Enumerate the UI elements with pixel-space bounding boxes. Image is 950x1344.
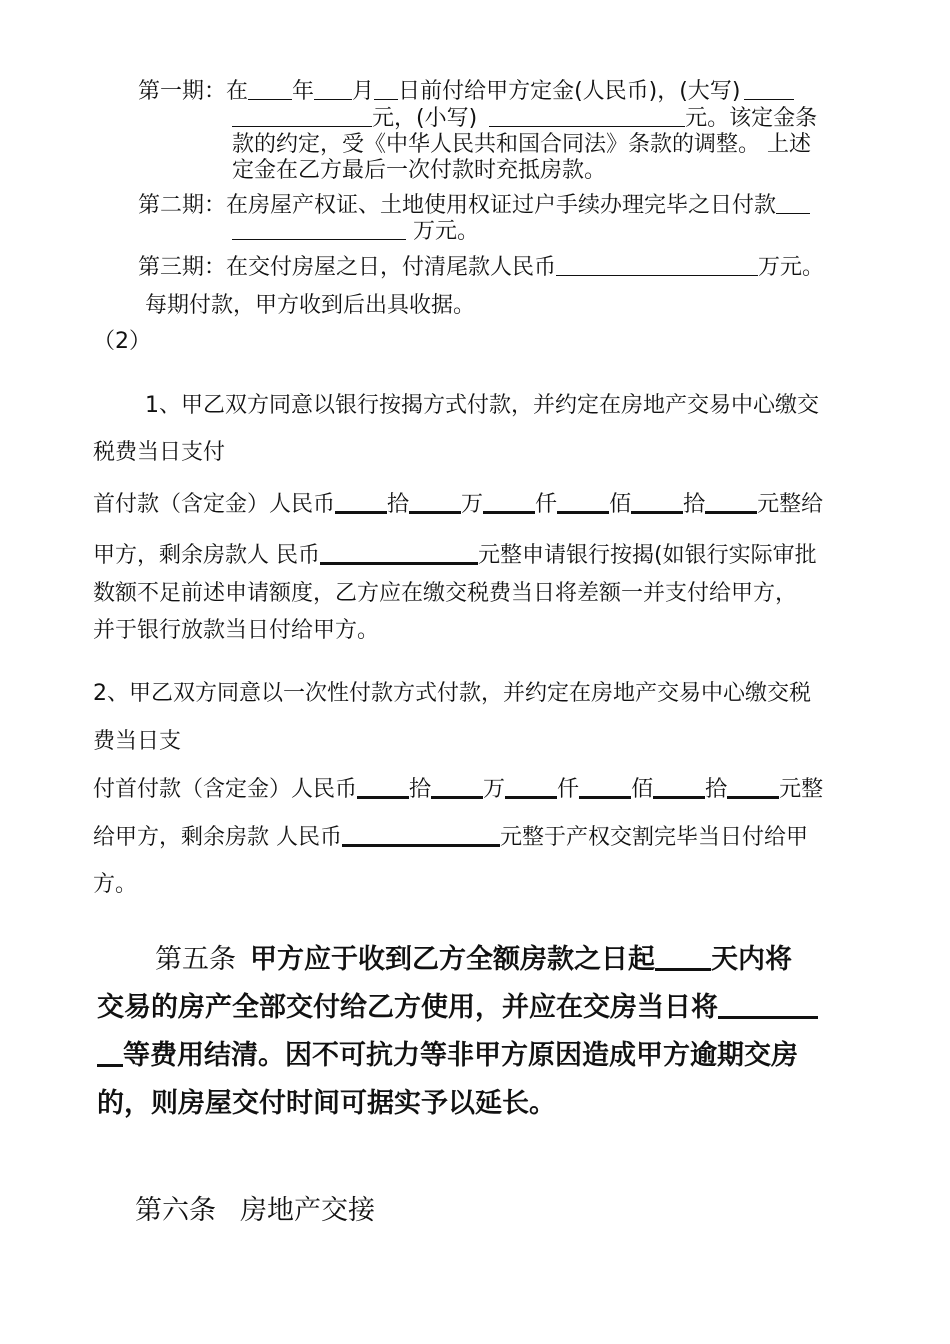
blank-wan bbox=[431, 774, 483, 799]
item1-line2: 税费当日支付 bbox=[93, 440, 226, 465]
blank-bai bbox=[557, 489, 609, 514]
period1-label: 第一期： bbox=[138, 79, 227, 104]
item2-text: 给甲方，剩余房款 人民币 bbox=[93, 825, 342, 850]
blank-shi-wan bbox=[335, 489, 387, 514]
period2-line2 bbox=[232, 214, 479, 245]
article5-line4: 的，则房屋交付时间可据实予以延长。 bbox=[97, 1088, 556, 1119]
blank-qian bbox=[505, 774, 557, 799]
item2-first-payment-label: 付首付款（含定金）人民币 bbox=[93, 777, 358, 802]
blank-remaining-amount bbox=[320, 540, 478, 565]
blank-fees-cont bbox=[97, 1037, 123, 1067]
period1-text: 日前付给甲方定金(人民币)，(大写) bbox=[398, 79, 741, 104]
period3-line bbox=[138, 250, 824, 281]
article5-line3 bbox=[97, 1033, 798, 1072]
period2-text: 在房屋产权证、土地使用权证过户手续办理完毕之日付款 bbox=[226, 193, 777, 218]
period1-text: 月 bbox=[352, 79, 375, 104]
blank-year bbox=[248, 77, 292, 100]
period1-text: 在 bbox=[226, 79, 249, 104]
blank-day bbox=[374, 77, 398, 100]
article5-heading: 第五条 bbox=[155, 944, 236, 975]
item1-text: 元整申请银行按揭(如银行实际审批 bbox=[478, 543, 817, 568]
item2-text: 元整于产权交割完毕当日付给甲 bbox=[500, 825, 809, 850]
blank-amount-words-cont bbox=[232, 104, 372, 127]
item2-line4 bbox=[93, 820, 808, 851]
blank-period2-amount bbox=[776, 191, 810, 214]
item1-line5: 数额不足前述申请额度，乙方应在缴交税费当日将差额一并支付给甲方， bbox=[93, 581, 798, 606]
blank-period3-amount bbox=[556, 253, 758, 276]
blank-bai bbox=[579, 774, 631, 799]
option-2-label: （2） bbox=[93, 329, 151, 354]
period3-unit: 万元。 bbox=[758, 255, 825, 280]
blank-amount-words bbox=[744, 77, 794, 100]
receipt-note: 每期付款，甲方收到后出具收据。 bbox=[145, 293, 476, 318]
blank-month bbox=[314, 77, 352, 100]
item2-line5: 方。 bbox=[93, 872, 138, 897]
blank-wan bbox=[409, 489, 461, 514]
unit-shi: 拾 bbox=[705, 777, 728, 802]
period1-text: 年 bbox=[292, 79, 315, 104]
unit-wan: 万 bbox=[461, 492, 484, 517]
period1-text: 元，(小写) bbox=[372, 106, 478, 131]
article5-text: 交易的房产全部交付给乙方使用，并应在交房当日将 bbox=[97, 992, 718, 1023]
unit-wan: 万 bbox=[483, 777, 506, 802]
period3-label: 第三期： bbox=[138, 255, 227, 280]
unit-shi: 拾 bbox=[387, 492, 410, 517]
item2-line1: 2、甲乙双方同意以一次性付款方式付款，并约定在房地产交易中心缴交税 bbox=[93, 681, 811, 706]
blank-remaining-amount bbox=[342, 822, 500, 847]
item2-line2: 费当日支 bbox=[93, 729, 182, 754]
unit-bai: 佰 bbox=[631, 777, 654, 802]
item1-first-payment-label: 首付款（含定金）人民币 bbox=[93, 492, 336, 517]
blank-qian bbox=[483, 489, 535, 514]
item1-line6: 并于银行放款当日付给甲方。 bbox=[93, 618, 380, 643]
period3-text: 在交付房屋之日，付清尾款人民币 bbox=[226, 255, 557, 280]
period1-text: 元。该定金条 bbox=[685, 106, 818, 131]
item1-text: 甲方，剩余房款人 民币 bbox=[93, 543, 320, 568]
blank-shi bbox=[653, 774, 705, 799]
article6-heading: 第六条 bbox=[135, 1195, 216, 1226]
blank-fees bbox=[718, 989, 818, 1019]
period2-label: 第二期： bbox=[138, 193, 227, 218]
article5-text: 天内将 bbox=[711, 944, 792, 975]
unit-shi: 拾 bbox=[409, 777, 432, 802]
blank-days bbox=[655, 941, 711, 971]
unit-bai: 佰 bbox=[609, 492, 632, 517]
blank-yuan bbox=[727, 774, 779, 799]
article5-text: 甲方应于收到乙方全额房款之日起 bbox=[250, 944, 655, 975]
blank-shi bbox=[631, 489, 683, 514]
unit-qian: 仟 bbox=[557, 777, 580, 802]
blank-yuan bbox=[705, 489, 757, 514]
blank-amount-figures bbox=[489, 104, 685, 127]
period1-line4: 定金在乙方最后一次付款时充抵房款。 bbox=[232, 158, 607, 183]
item1-text: 元整给 bbox=[757, 492, 824, 517]
blank-shi-wan bbox=[357, 774, 409, 799]
article6-line bbox=[135, 1188, 375, 1227]
article6-title: 房地产交接 bbox=[240, 1195, 375, 1226]
item1-line1: 1、甲乙双方同意以银行按揭方式付款，并约定在房地产交易中心缴交 bbox=[145, 393, 819, 418]
unit-qian: 仟 bbox=[535, 492, 558, 517]
period2-unit: 万元。 bbox=[413, 219, 480, 244]
item2-text: 元整 bbox=[779, 777, 824, 802]
article5-line1 bbox=[155, 937, 792, 976]
article5-text: 等费用结清。因不可抗力等非甲方原因造成甲方逾期交房 bbox=[123, 1040, 798, 1071]
blank-period2-amount-cont bbox=[232, 217, 406, 240]
item2-line3 bbox=[93, 772, 823, 803]
unit-shi: 拾 bbox=[683, 492, 706, 517]
item1-line3 bbox=[93, 487, 823, 518]
article5-line2 bbox=[97, 985, 818, 1024]
item1-line4 bbox=[93, 538, 817, 569]
period1-line3: 款的约定，受《中华人民共和国合同法》条款的调整。 上述 bbox=[232, 132, 811, 157]
